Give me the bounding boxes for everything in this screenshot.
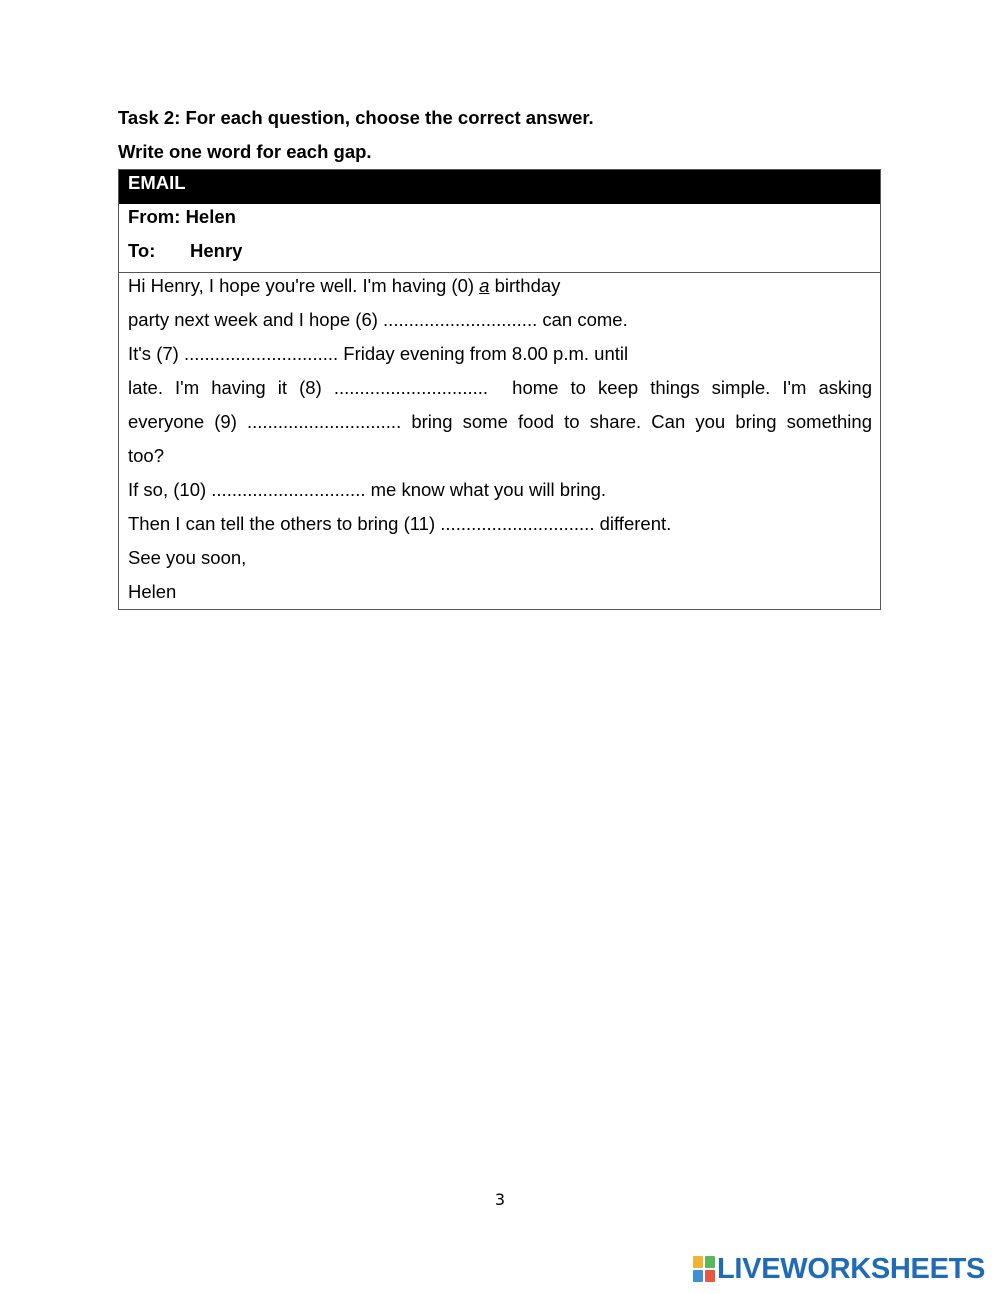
email-line-8: Then I can tell the others to bring (11) .............................. different.: [128, 513, 672, 534]
email-line-6: too?: [128, 445, 165, 466]
email-body: [119, 273, 880, 609]
to-label: To:: [128, 240, 156, 261]
brand-name: LIVEWORKSHEETS: [717, 1253, 986, 1285]
email-line-1: [128, 273, 872, 307]
logo-tile-yellow: [693, 1256, 703, 1268]
from-value: Helen: [185, 206, 236, 227]
email-line-7: If so, (10) .............................. me know what you will bring.: [128, 479, 607, 500]
logo-tile-blue: [693, 1270, 703, 1282]
line1-before: Hi Henry, I hope you're well. I'm having (0): [128, 275, 480, 296]
email-header: EMAIL: [119, 170, 880, 204]
email-line-2: party next week and I hope (6) .............................. can come.: [128, 309, 628, 330]
from-line: [128, 204, 871, 238]
liveworksheets-icon: [693, 1256, 715, 1282]
logo-tile-green: [705, 1256, 715, 1268]
liveworksheets-logo[interactable]: [693, 1255, 985, 1283]
email-line-5: everyone (9) .............................. bring some food to share. Can you bring something: [128, 411, 872, 432]
email-line-3: It's (7) .............................. Friday evening from 8.00 p.m. until: [128, 343, 629, 364]
logo-tile-red: [705, 1270, 715, 1282]
from-label: From:: [128, 206, 181, 227]
page-number: 3: [494, 1190, 506, 1209]
line1-after: birthday: [489, 275, 561, 296]
task-subtitle: Write one word for each gap.: [118, 141, 372, 162]
email-line-4: late. I'm having it (8) .............................. home to keep things simple. I'm asking: [128, 377, 872, 398]
example-answer: a: [479, 275, 490, 296]
email-line-9: See you soon,: [128, 547, 247, 568]
to-line: [128, 238, 871, 272]
task-title: Task 2: For each question, choose the correct answer.: [118, 107, 594, 128]
email-line-10: Helen: [128, 581, 177, 602]
email-box: [118, 169, 881, 610]
to-value: Henry: [190, 240, 243, 261]
instructions: [118, 101, 594, 169]
email-meta: [119, 204, 880, 273]
